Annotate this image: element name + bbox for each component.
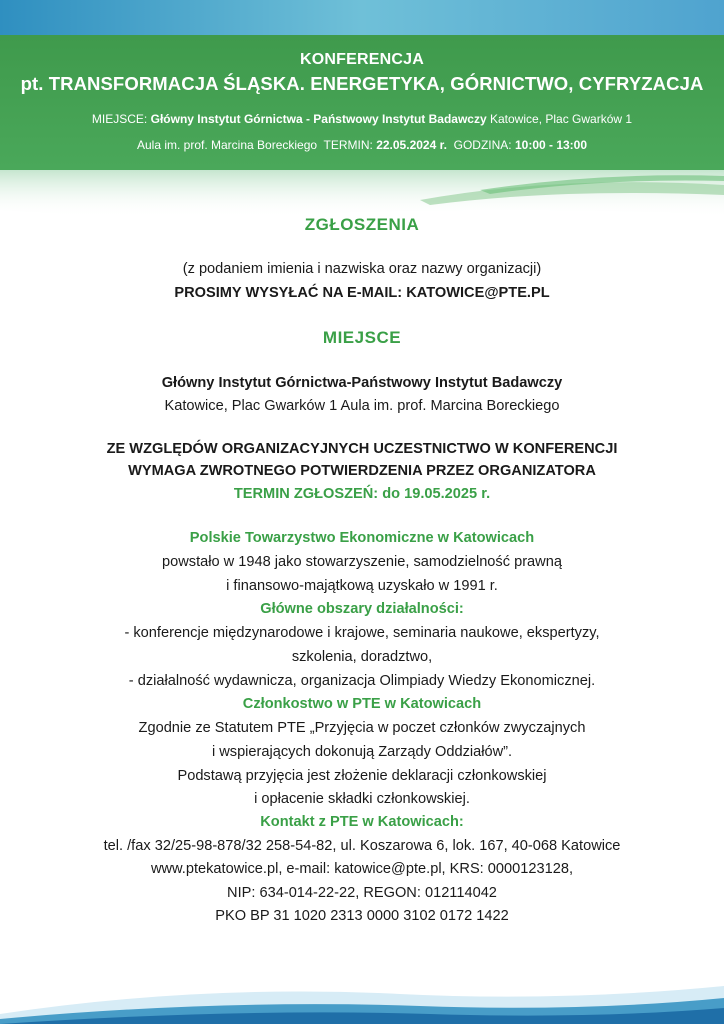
contact-line2: www.ptekatowice.pl, e-mail: katowice@pte.pl, KRS: 0000123128,: [150, 861, 574, 877]
notice-line2: WYMAGA ZWROTNEGO POTWIERDZENIA PRZEZ ORGANIZATORA: [128, 463, 596, 479]
membership-title: Członkostwo w PTE w Katowicach: [242, 696, 482, 712]
membership-line1: Zgodnie ze Statutem PTE „Przyjęcia w poczet członków zwyczajnych: [138, 720, 586, 736]
areas-title: Główne obszary działalności:: [260, 601, 464, 617]
footer-wave-graphic: [0, 964, 724, 1024]
contact-line3: NIP: 634-014-22-22, REGON: 012114042: [227, 885, 497, 901]
registration-email: PROSIMY WYSYŁAĆ NA E-MAIL: KATOWICE@PTE.PL: [174, 285, 550, 301]
venue-name: Główny Instytut Górnictwa-Państwowy Instytut Badawczy: [161, 375, 563, 391]
registration-note: (z podaniem imienia i nazwiska oraz nazwy organizacji): [182, 261, 542, 277]
registration-title: ZGŁOSZENIA: [304, 215, 420, 234]
contact-title: Kontakt z PTE w Katowicach:: [260, 814, 464, 830]
contact-line4: PKO BP 31 1020 2313 0000 3102 0172 1422: [215, 908, 509, 924]
notice-line1: ZE WZGLĘDÓW ORGANIZACYJNYCH UCZESTNICTWO W KONFERENCJI: [106, 441, 618, 457]
area-item-3: - działalność wydawnicza, organizacja Olimpiady Wiedzy Ekonomicznej.: [128, 673, 596, 689]
venue-address: Katowice, Plac Gwarków 1 Aula im. prof. Marcina Boreckiego: [164, 398, 560, 414]
conference-header: [0, 35, 724, 170]
header-place: MIEJSCE: Główny Instytut Górnictwa - Państwowy Instytut Badawczy Katowice, Plac Gwarków 1: [91, 112, 633, 126]
venue-title: MIEJSCE: [322, 328, 402, 347]
membership-line2: i wspierających dokonują Zarządy Oddziałów”.: [211, 744, 513, 760]
area-item-2: szkolenia, doradztwo,: [291, 649, 433, 665]
header-line1: KONFERENCJA: [300, 51, 424, 68]
membership-line3: Podstawą przyjęcia jest złożenie deklaracji członkowskiej: [177, 768, 547, 784]
conference-title: pt. TRANSFORMACJA ŚLĄSKA. ENERGETYKA, GÓRNICTWO, CYFRYZACJA: [20, 73, 704, 94]
pte-title: Polskie Towarzystwo Ekonomiczne w Katowicach: [189, 530, 535, 546]
registration-deadline: TERMIN ZGŁOSZEŃ: do 19.05.2025 r.: [233, 486, 491, 502]
membership-line4: i opłacenie składki członkowskiej.: [254, 791, 470, 807]
pte-desc2: i finansowo-majątkową uzyskało w 1991 r.: [226, 578, 498, 594]
pte-desc1: powstało w 1948 jako stowarzyszenie, samodzielność prawną: [162, 554, 562, 570]
header-date-time: Aula im. prof. Marcina Boreckiego TERMIN: 22.05.2024 r. GODZINA: 10:00 - 13:00: [136, 138, 588, 152]
area-item-1: - konferencje międzynarodowe i krajowe, seminaria naukowe, ekspertyzy,: [124, 625, 600, 641]
contact-line1: tel. /fax 32/25-98-878/32 258-54-82, ul. Koszarowa 6, lok. 167, 40-068 Katowice: [103, 838, 621, 854]
